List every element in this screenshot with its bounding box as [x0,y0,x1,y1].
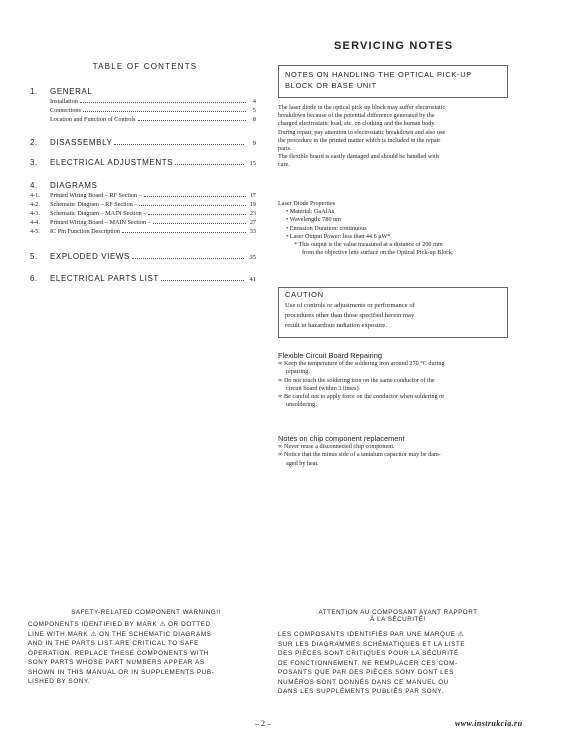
attention-line: LES COMPOSANTS IDENTIFIÉS PAR UNE MARQUE ⚠ [278,631,465,638]
text-line: The flexible board is easily damaged and should be handled with [278,153,439,161]
attention-line: SUR LES DIAGRAMMES SCHÉMATIQUES ET LA LISTE [278,640,466,648]
toc-section-number: 2. [30,138,38,147]
text-line: parts. [278,145,292,153]
caution-line: result in hazardous radiation exposure. [285,322,387,329]
caution-title: CAUTION [285,290,324,299]
chip-item: ∞ Never reuse a disconnected chip component. [278,443,395,451]
flex-item: ∞ Be careful not to apply force on the conductor when soldering or [278,393,445,401]
caution-line: procedures other than those specified herein may [285,312,415,319]
attention-line: DANS LES SUPPLÉMENTS PUBLIÉS PAR SONY. [278,688,444,695]
attention-title-line: ATTENTION AU COMPOSANT AYANT RAPPORT [318,609,478,616]
laser-note: from the objective lens surface on the Optical Pick-up Block. [302,249,454,257]
text-line: charged electrostatic load, etc. on clothing and the human body. [278,120,436,128]
flex-item: ∞ Keep the temperature of the soldering iron around 270 °C during [278,360,445,368]
text-line: care. [278,161,290,169]
toc-section-number: 1. [30,87,38,96]
toc-item-page: 23 [249,210,256,217]
toc-item-label: Printed Wiring Board – RF Section – [50,192,142,199]
toc-section-adjustments[interactable] [30,158,256,167]
laser-prop: • Laser Output Power: less than 44.6 μW* [286,232,391,240]
text-line: During repair, pay attention to electrostatic breakdown and also use [278,128,446,136]
warning-line: AND IN THE PARTS LIST ARE CRITICAL TO SAFE [28,640,199,647]
attention-body [278,630,518,697]
toc-item-number: 4-2. [30,201,40,208]
attention-title [280,609,516,623]
toc-item-page: 27 [249,219,256,226]
safety-warning-body [28,620,268,687]
toc-item-page: 17 [249,192,256,199]
toc-item-number: 4-3. [30,210,40,217]
toc-item-label: Installation [50,98,78,105]
warning-line: LISHED BY SONY. [28,678,91,685]
toc-item-label: Printed Wiring Board – MAIN Section – [50,219,151,226]
toc-item-diagram-4-2[interactable] [30,201,256,208]
toc-item-number: 4-4. [30,219,40,226]
chip-replacement [278,435,508,468]
toc-item-diagram-4-4[interactable] [30,219,256,226]
text-line: the procedure in the printed matter which is included in the repair [278,136,441,144]
chip-item: aged by heat. [286,459,319,467]
toc-section-label: EXPLODED VIEWS [50,252,130,261]
toc-item-connections[interactable] [50,107,256,114]
website-link[interactable]: www.instrukcia.ru [455,719,523,728]
toc-item-page: 19 [249,201,256,208]
laser-prop: • Wavelength: 780 nm [286,216,341,224]
toc-section-page: 35 [249,254,256,261]
electrostatic-intro [278,104,508,170]
flex-heading: Flexible Circuit Board Repairing [278,351,382,360]
pickup-notes-heading: NOTES ON HANDLING THE OPTICAL PICK-UP BLOCK OR BASE UNIT [285,70,472,90]
text-line: The laser diode in the optical pick-up block may suffer electrostatic [278,104,446,111]
pickup-notes-box [278,65,508,98]
toc-section-number: 5. [30,252,38,261]
flex-item: repairing. [286,368,310,376]
toc-section-label: ELECTRICAL ADJUSTMENTS [50,158,174,167]
toc-section-label: DIAGRAMS [50,181,98,190]
toc-item-page: 8 [252,116,256,123]
warning-line: SHOWN IN THIS MANUAL OR IN SUPPLEMENTS PUB- [28,668,215,676]
flex-item: unsoldering. [286,401,317,409]
toc-item-label: Schematic Diagram – RF Section – [50,201,138,208]
toc-section-diagrams[interactable] [30,181,97,190]
toc-section-label: GENERAL [50,87,93,96]
attention-title-line: À LA SÉCURITÉ! [370,616,426,623]
laser-heading: Laser Diode Properties [278,200,336,207]
laser-note: * This output is the value measured at a distance of 200 mm [294,241,443,249]
toc-section-label: DISASSEMBLY [50,138,113,147]
servicing-notes-title: SERVICING NOTES [334,40,454,52]
laser-properties [278,200,508,257]
toc-item-number: 4-5. [30,228,40,235]
attention-line: DES PIÈCES SONT CRITIQUES POUR LA SÉCURITÉ [278,650,459,657]
chip-item: ∞ Notice that the minus side of a tantalum capacitor may be dam- [278,451,441,459]
toc-item-diagram-4-1[interactable] [30,192,256,199]
flex-board-repair [278,352,508,409]
toc-item-number: 4-1. [30,192,40,199]
flex-item: ∞ Do not touch the soldering iron on the same conductor of the [278,376,435,384]
warning-line: COMPONENTS IDENTIFIED BY MARK ⚠ OR DOTTED [28,621,211,628]
toc-item-diagram-4-5[interactable] [30,228,256,235]
chip-heading: Notes on chip component replacement [278,434,405,443]
attention-line: NUMÉROS SONT DONNÉS DANS CE MANUEL OU [278,678,449,686]
toc-item-installation[interactable] [50,98,256,105]
toc-item-diagram-4-3[interactable] [30,210,256,217]
toc-item-label: Schematic Diagram – MAIN Section – [50,210,147,217]
toc-item-page: 4 [252,98,256,105]
toc-section-parts-list[interactable] [30,274,256,283]
toc-section-number: 6. [30,274,38,283]
safety-warning-title: SAFETY-RELATED COMPONENT WARNING!! [71,609,221,616]
laser-prop: • Emission Duration: continuous [286,224,367,232]
page-number: – 2 – [255,719,271,728]
attention-line: DE FONCTIONNEMENT. NE REMPLACER CES COM- [278,659,458,667]
toc-section-page: 41 [249,276,256,283]
toc-item-label: Location and Function of Controls [50,116,136,123]
toc-item-label: Connections [50,107,81,114]
toc-section-disassembly[interactable] [30,138,256,147]
toc-section-label: ELECTRICAL PARTS LIST [50,274,159,283]
toc-section-number: 4. [30,181,38,190]
toc-item-page: 5 [252,107,256,114]
warning-line: OPERATION. REPLACE THESE COMPONENTS WITH [28,649,209,657]
toc-section-page: 15 [249,160,256,167]
toc-title: TABLE OF CONTENTS [92,62,198,71]
warning-line: SONY PARTS WHOSE PART NUMBERS APPEAR AS [28,659,205,666]
attention-line: POSANTS QUE PAR DES PIÈCES SONY DONT LES [278,669,454,676]
caution-line: Use of controls or adjustments or performance of [285,302,415,309]
toc-section-number: 3. [30,158,38,167]
caution-box [278,287,508,338]
toc-item-label: IC Pin Function Description [50,228,120,235]
text-line: breakdown because of the potential difference generated by the [278,112,435,120]
toc-item-page: 33 [249,228,256,235]
toc-section-page: 9 [252,140,256,147]
warning-line: LINE WITH MARK ⚠ ON THE SCHEMATIC DIAGRAMS [28,630,212,638]
laser-prop: • Material: GaAlAs [286,208,335,216]
toc-section-general[interactable] [30,87,92,96]
flex-item: circuit board (within 3 times). [286,384,361,392]
toc-item-controls[interactable] [50,116,256,123]
toc-section-exploded[interactable] [30,252,256,261]
